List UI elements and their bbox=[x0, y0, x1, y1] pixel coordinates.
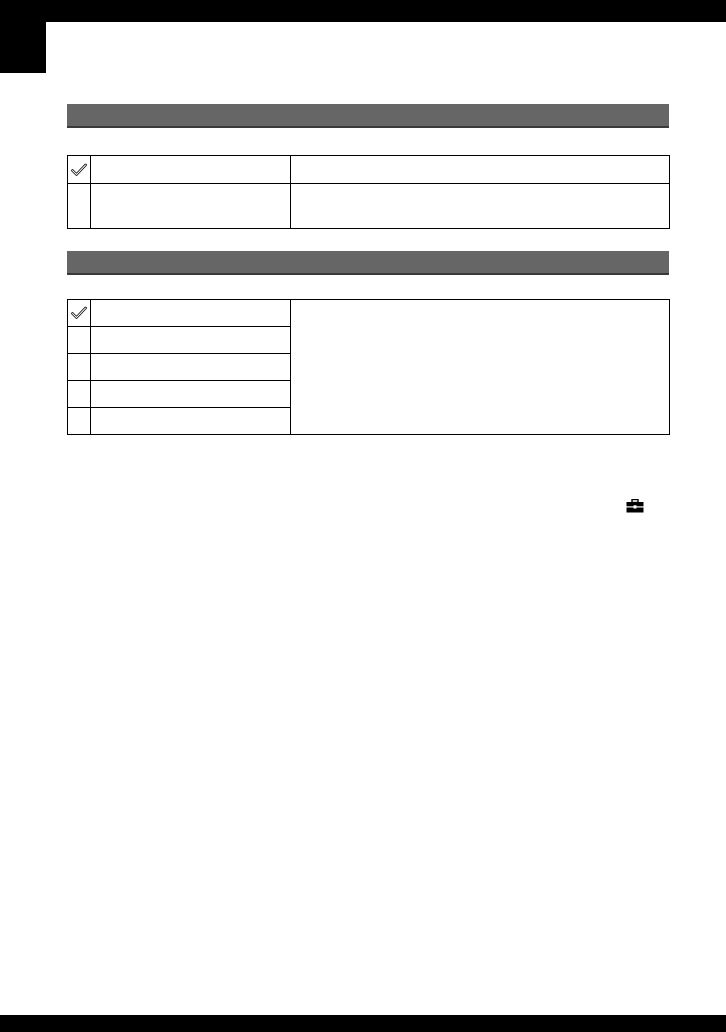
option-description bbox=[291, 156, 670, 184]
option-description bbox=[291, 184, 670, 229]
section-title-1 bbox=[67, 107, 75, 122]
options-table-1 bbox=[67, 155, 670, 229]
option-label bbox=[91, 300, 291, 327]
section-header-1 bbox=[67, 104, 669, 128]
section-header-2 bbox=[67, 251, 669, 275]
table-row[interactable] bbox=[68, 300, 670, 327]
check-cell bbox=[68, 408, 91, 435]
option-label bbox=[91, 381, 291, 408]
corner-tab bbox=[0, 22, 46, 73]
option-label bbox=[91, 184, 291, 229]
checkmark-icon bbox=[68, 163, 90, 177]
bottom-black-bar bbox=[0, 1015, 726, 1032]
selected-check-cell bbox=[68, 156, 91, 184]
option-label bbox=[91, 327, 291, 354]
check-cell bbox=[68, 354, 91, 381]
top-black-bar bbox=[0, 0, 726, 22]
options-table-2 bbox=[67, 299, 670, 435]
table-row[interactable] bbox=[68, 184, 670, 229]
selected-check-cell bbox=[68, 300, 91, 327]
option-label bbox=[91, 408, 291, 435]
toolbox-icon bbox=[626, 499, 644, 513]
checkmark-icon bbox=[68, 306, 90, 320]
option-label bbox=[91, 156, 291, 184]
check-cell bbox=[68, 327, 91, 354]
option-label bbox=[91, 354, 291, 381]
section-title-2 bbox=[67, 254, 75, 269]
check-cell bbox=[68, 184, 91, 229]
table-row[interactable] bbox=[68, 156, 670, 184]
option-description bbox=[291, 300, 670, 435]
check-cell bbox=[68, 381, 91, 408]
